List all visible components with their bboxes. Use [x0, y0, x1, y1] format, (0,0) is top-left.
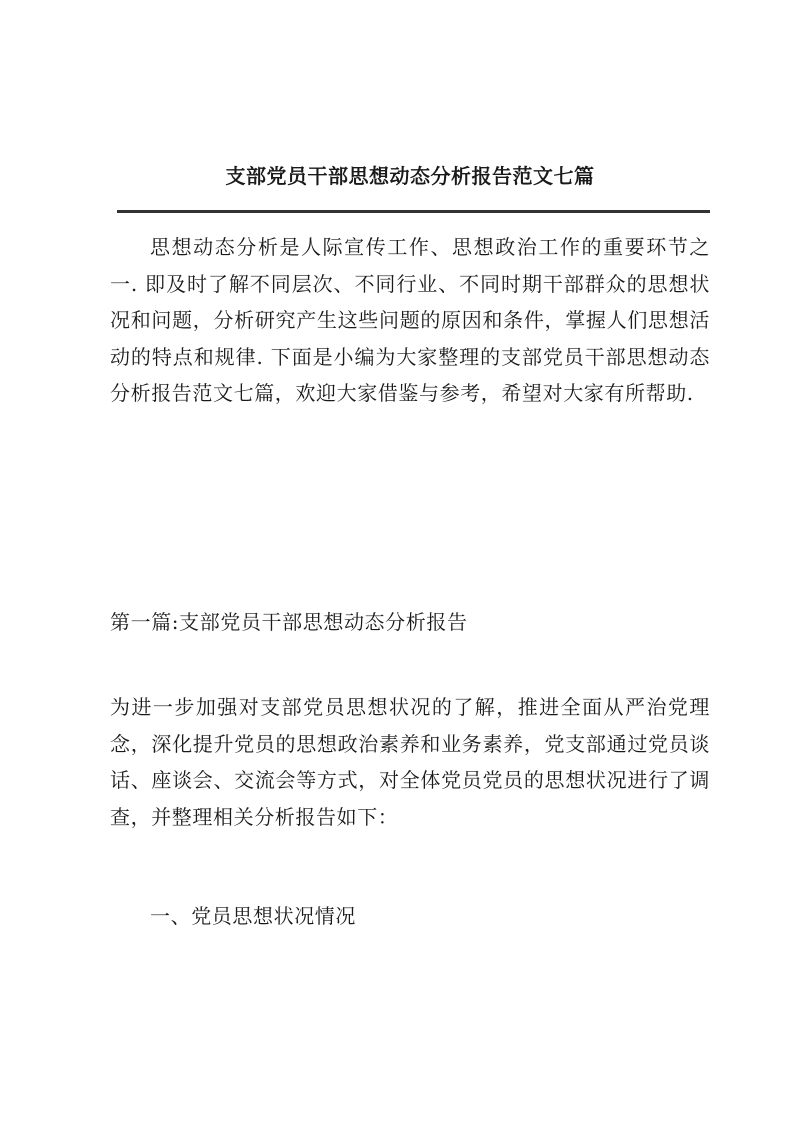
document-title: 支部党员干部思想动态分析报告范文七篇	[225, 164, 595, 188]
intro-paragraph: 思想动态分析是人际宣传工作、思想政治工作的重要环节之一. 即及时了解不同层次、不同行业、不同时期干部群众的思想状况和问题，分析研究产生这些问题的原因和条件，掌握人们思想活动的特点和规律. 下面是小编为大家整理的支部党员干部思想动态分析报告范文七篇，欢迎大家借鉴与参考，希望对大家有所帮助.	[110, 235, 710, 405]
title-divider	[117, 210, 710, 213]
section-body-paragraph: 为进一步加强对支部党员思想状况的了解，推进全面从严治党理念，深化提升党员的思想政治素养和业务素养，党支部通过党员谈话、座谈会、交流会等方式，对全体党员党员的思想状况进行了调查，并整理相关分析报告如下：	[110, 695, 710, 829]
subsection-heading: 一、党员思想状况情况	[150, 904, 356, 928]
section-heading: 第一篇:支部党员干部思想动态分析报告	[110, 610, 468, 634]
